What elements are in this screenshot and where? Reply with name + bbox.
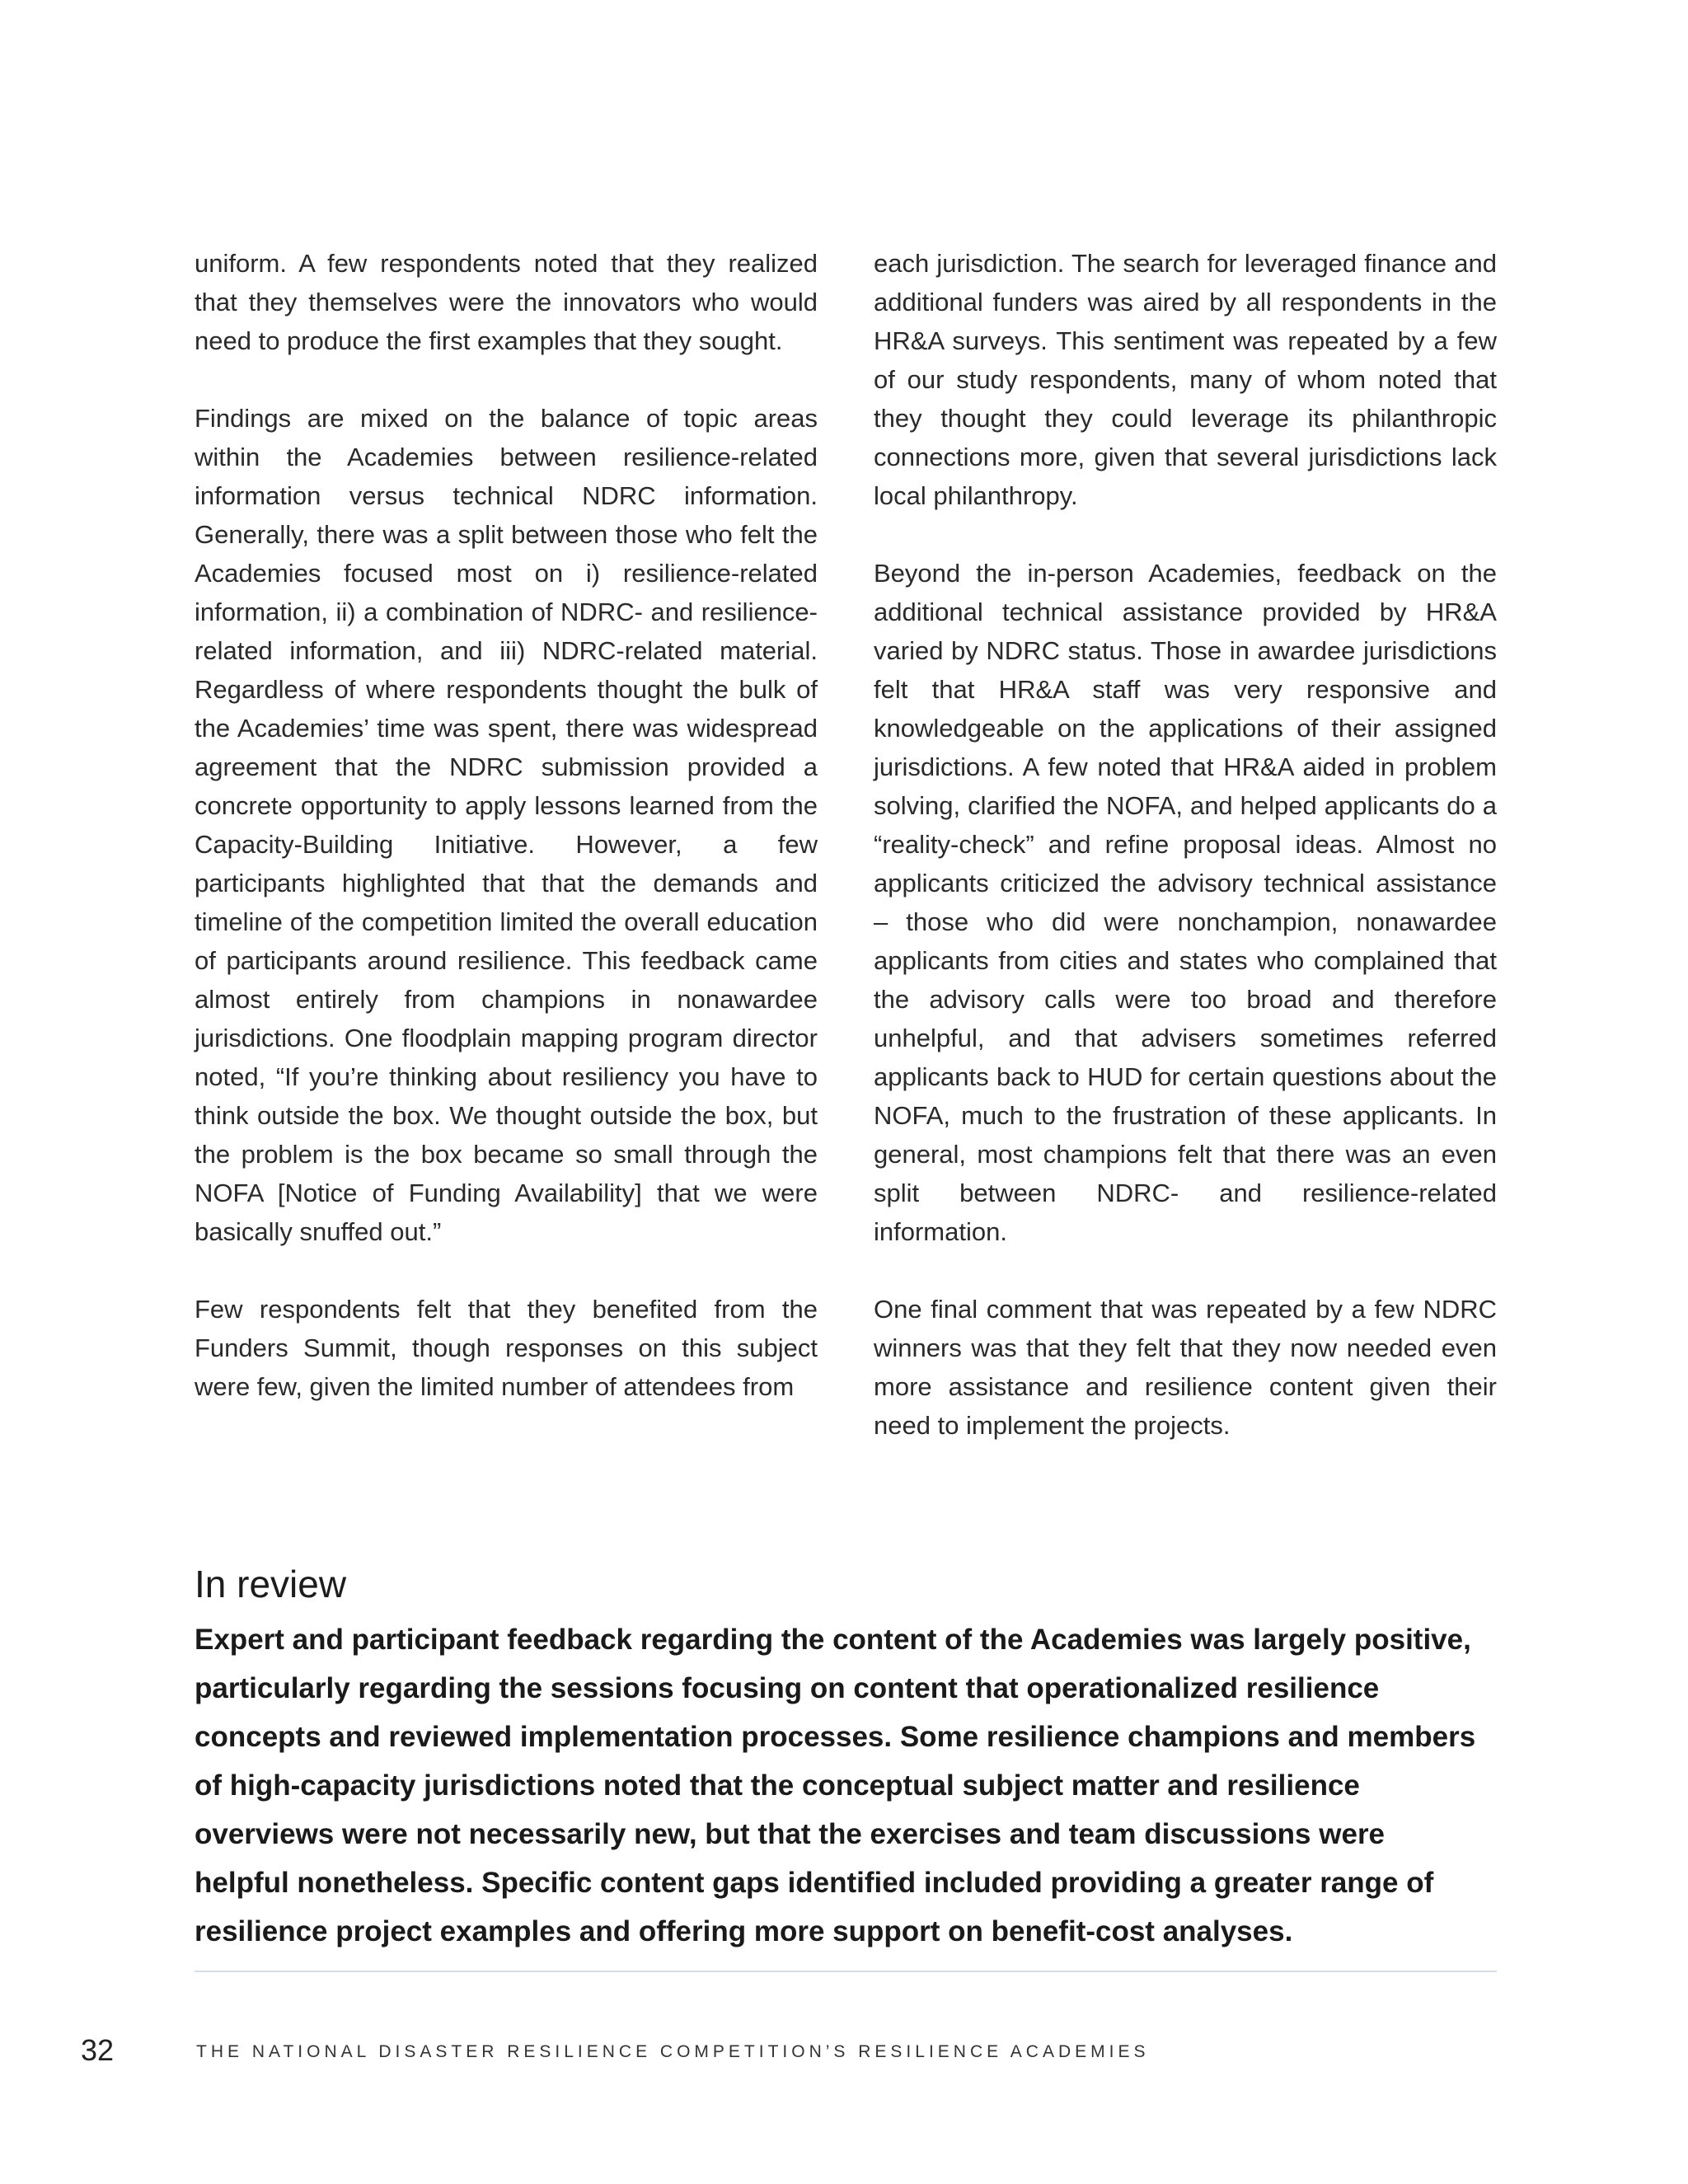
body-paragraph: uniform. A few respondents noted that they realized that they themselves were the innovators who would need to produce the first examples that they sought. (195, 249, 818, 355)
page-number: 32 (81, 2033, 115, 2067)
right-column (874, 244, 1497, 1483)
body-paragraph: Beyond the in-person Academies, feedback on the additional technical assistance provided by HR&A varied by NDRC status. Those in awardee jurisdictions felt that HR&A staff was very responsive and knowledgeable on the applications of their assigned jurisdictions. A few noted that HR&A aided in problem solving, clarified the NOFA, and helped applicants do a “reality-check” and refine proposal ideas. Almost no applicants criticized the advisory technical assistance – those who did were nonchampion, nonawardee applicants from cities and states who complained that the advisory calls were too broad and therefore unhelpful, and that advisers sometimes referred applicants back to HUD for certain questions about the NOFA, much to the frustration of these applicants. In general, most champions felt that there was an even split between NDRC- and resilience-related information. (874, 559, 1497, 1246)
in-review-section (195, 1559, 1497, 1956)
body-paragraph: Findings are mixed on the balance of topic areas within the Academies between resilience-related information versus technical NDRC information. Generally, there was a split between those who felt the Academies focused most on i) resilience-related information, ii) a combination of NDRC- and resilience-related information, and iii) NDRC-related material. Regardless of where respondents thought the bulk of the Academies’ time was spent, there was widespread agreement that the NDRC submission provided a concrete opportunity to apply lessons learned from the Capacity-Building Initiative. However, a few participants highlighted that that the demands and timeline of the competition limited the overall education of participants around resilience. This feedback came almost entirely from champions in nonawardee jurisdictions. One floodplain mapping program director noted, “If you’re thinking about resiliency you have to think outside the box. We thought outside the box, but the problem is the box became so small through the NOFA [Notice of Funding Availability] that we were basically snuffed out.” (195, 404, 818, 1246)
body-columns (195, 244, 1497, 1483)
body-paragraph: each jurisdiction. The search for leveraged finance and additional funders was aired by all respondents in the HR&A surveys. This sentiment was repeated by a few of our study respondents, many of whom noted that they thought they could leverage its philanthropic connections more, given that several jurisdictions lack local philanthropy. (874, 249, 1497, 510)
body-paragraph: Few respondents felt that they benefited from the Funders Summit, though responses on this subject were few, given the limited number of attendees from (195, 1295, 818, 1401)
running-footer-title: THE NATIONAL DISASTER RESILIENCE COMPETITION’S RESILIENCE ACADEMIES (196, 2042, 1150, 2061)
left-column (195, 244, 818, 1483)
section-heading: In review (195, 1563, 347, 1605)
body-paragraph: One final comment that was repeated by a few NDRC winners was that they felt that they now needed even more assistance and resilience content given their need to implement the projects. (874, 1295, 1497, 1440)
section-divider (195, 1971, 1497, 1972)
review-summary: Expert and participant feedback regarding the content of the Academies was largely positive, particularly regarding the sessions focusing on content that operationalized resilience concepts and reviewed implementation processes. Some resilience champions and members of high-capacity jurisdictions noted that the conceptual subject matter and resilience overviews were not necessarily new, but that the exercises and team discussions were helpful nonetheless. Specific content gaps identified included providing a greater range of resilience project examples and offering more support on benefit-cost analyses. (195, 1624, 1476, 1947)
